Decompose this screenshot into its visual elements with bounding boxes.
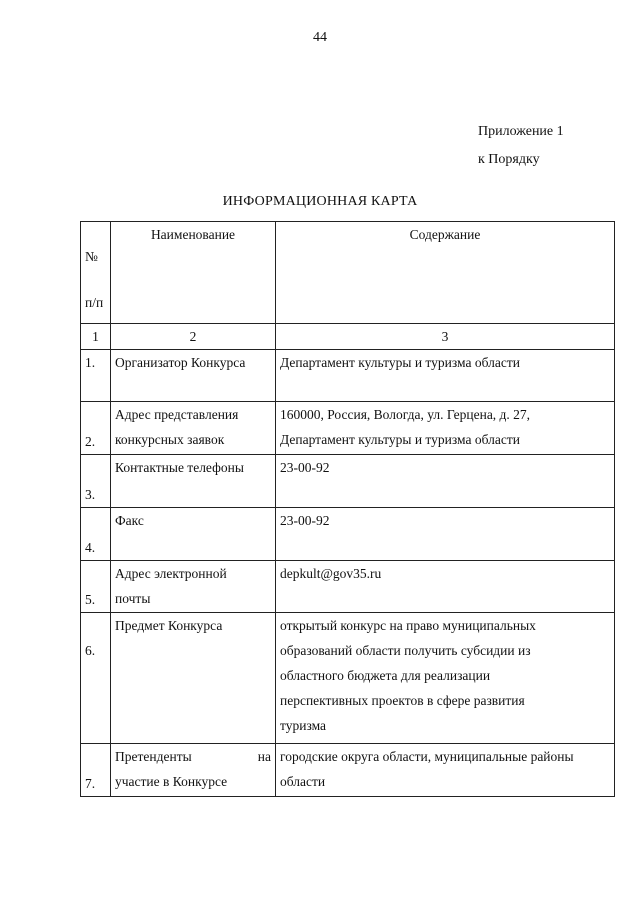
row-name (111, 402, 276, 455)
table-row (81, 402, 615, 455)
row-name (111, 613, 276, 744)
row-name-line: Контактные телефоны (115, 460, 244, 475)
row-name-word: Претенденты (115, 749, 192, 764)
row-content-line: 23-00-92 (280, 513, 330, 528)
row-number: 2. (81, 402, 111, 455)
row-name (111, 455, 276, 508)
header-content-cell: Содержание (276, 222, 615, 324)
row-content-line: 23-00-92 (280, 460, 330, 475)
column-index-1: 1 (81, 324, 111, 350)
row-content (276, 561, 615, 613)
row-content-line: образований области получить субсидии из (280, 643, 531, 658)
row-content (276, 508, 615, 561)
row-number: 6. (81, 613, 111, 744)
row-content-line: Департамент культуры и туризма области (280, 355, 520, 370)
row-content (276, 350, 615, 402)
row-content (276, 402, 615, 455)
row-name-line: Адрес представления (115, 407, 239, 422)
table-row (81, 561, 615, 613)
row-content-line: depkult@gov35.ru (280, 566, 382, 581)
row-content (276, 613, 615, 744)
table-row (81, 508, 615, 561)
header-number-symbol: № (85, 249, 98, 264)
information-card-table (80, 221, 615, 797)
table-row (81, 613, 615, 744)
table-row (81, 350, 615, 402)
appendix-line-1: Приложение 1 (478, 124, 564, 139)
header-number-cell (81, 222, 111, 324)
row-content-line: Департамент культуры и туризма области (280, 432, 520, 447)
row-content-line: областного бюджета для реализации (280, 668, 491, 683)
table-row (81, 744, 615, 797)
appendix-reference (478, 118, 564, 174)
row-name-line (115, 744, 271, 769)
row-number: 7. (81, 744, 111, 797)
row-content-line: 160000, Россия, Вологда, ул. Герцена, д. 27, (280, 407, 531, 422)
row-name-line: Организатор Конкурса (115, 355, 246, 370)
table-header-row (81, 222, 615, 324)
row-name-line: Предмет Конкурса (115, 618, 223, 633)
header-number-abbrev: п/п (85, 295, 104, 310)
row-name (111, 350, 276, 402)
row-content-line: открытый конкурс на право муниципальных (280, 618, 536, 633)
column-index-3: 3 (276, 324, 615, 350)
column-index-row (81, 324, 615, 350)
row-content-line: области (280, 774, 326, 789)
row-number: 1. (81, 350, 111, 402)
row-name (111, 744, 276, 797)
row-number: 5. (81, 561, 111, 613)
row-content-line: туризма (280, 718, 327, 733)
row-name (111, 508, 276, 561)
row-name-line: Факс (115, 513, 144, 528)
row-name-word: на (257, 749, 271, 764)
row-name-line: почты (115, 591, 151, 606)
row-content-line: городские округа области, муниципальные районы (280, 749, 574, 764)
row-content (276, 744, 615, 797)
row-number: 3. (81, 455, 111, 508)
table-row (81, 455, 615, 508)
row-name (111, 561, 276, 613)
row-number: 4. (81, 508, 111, 561)
row-content-line: перспективных проектов в сфере развития (280, 693, 525, 708)
header-name-cell: Наименование (111, 222, 276, 324)
appendix-line-2: к Порядку (478, 152, 540, 167)
document-title: ИНФОРМАЦИОННАЯ КАРТА (222, 194, 418, 209)
row-name-line: участие в Конкурсе (115, 774, 228, 789)
page-number: 44 (313, 30, 327, 45)
row-content (276, 455, 615, 508)
column-index-2: 2 (111, 324, 276, 350)
row-name-line: Адрес электронной (115, 566, 227, 581)
row-name-line: конкурсных заявок (115, 432, 225, 447)
